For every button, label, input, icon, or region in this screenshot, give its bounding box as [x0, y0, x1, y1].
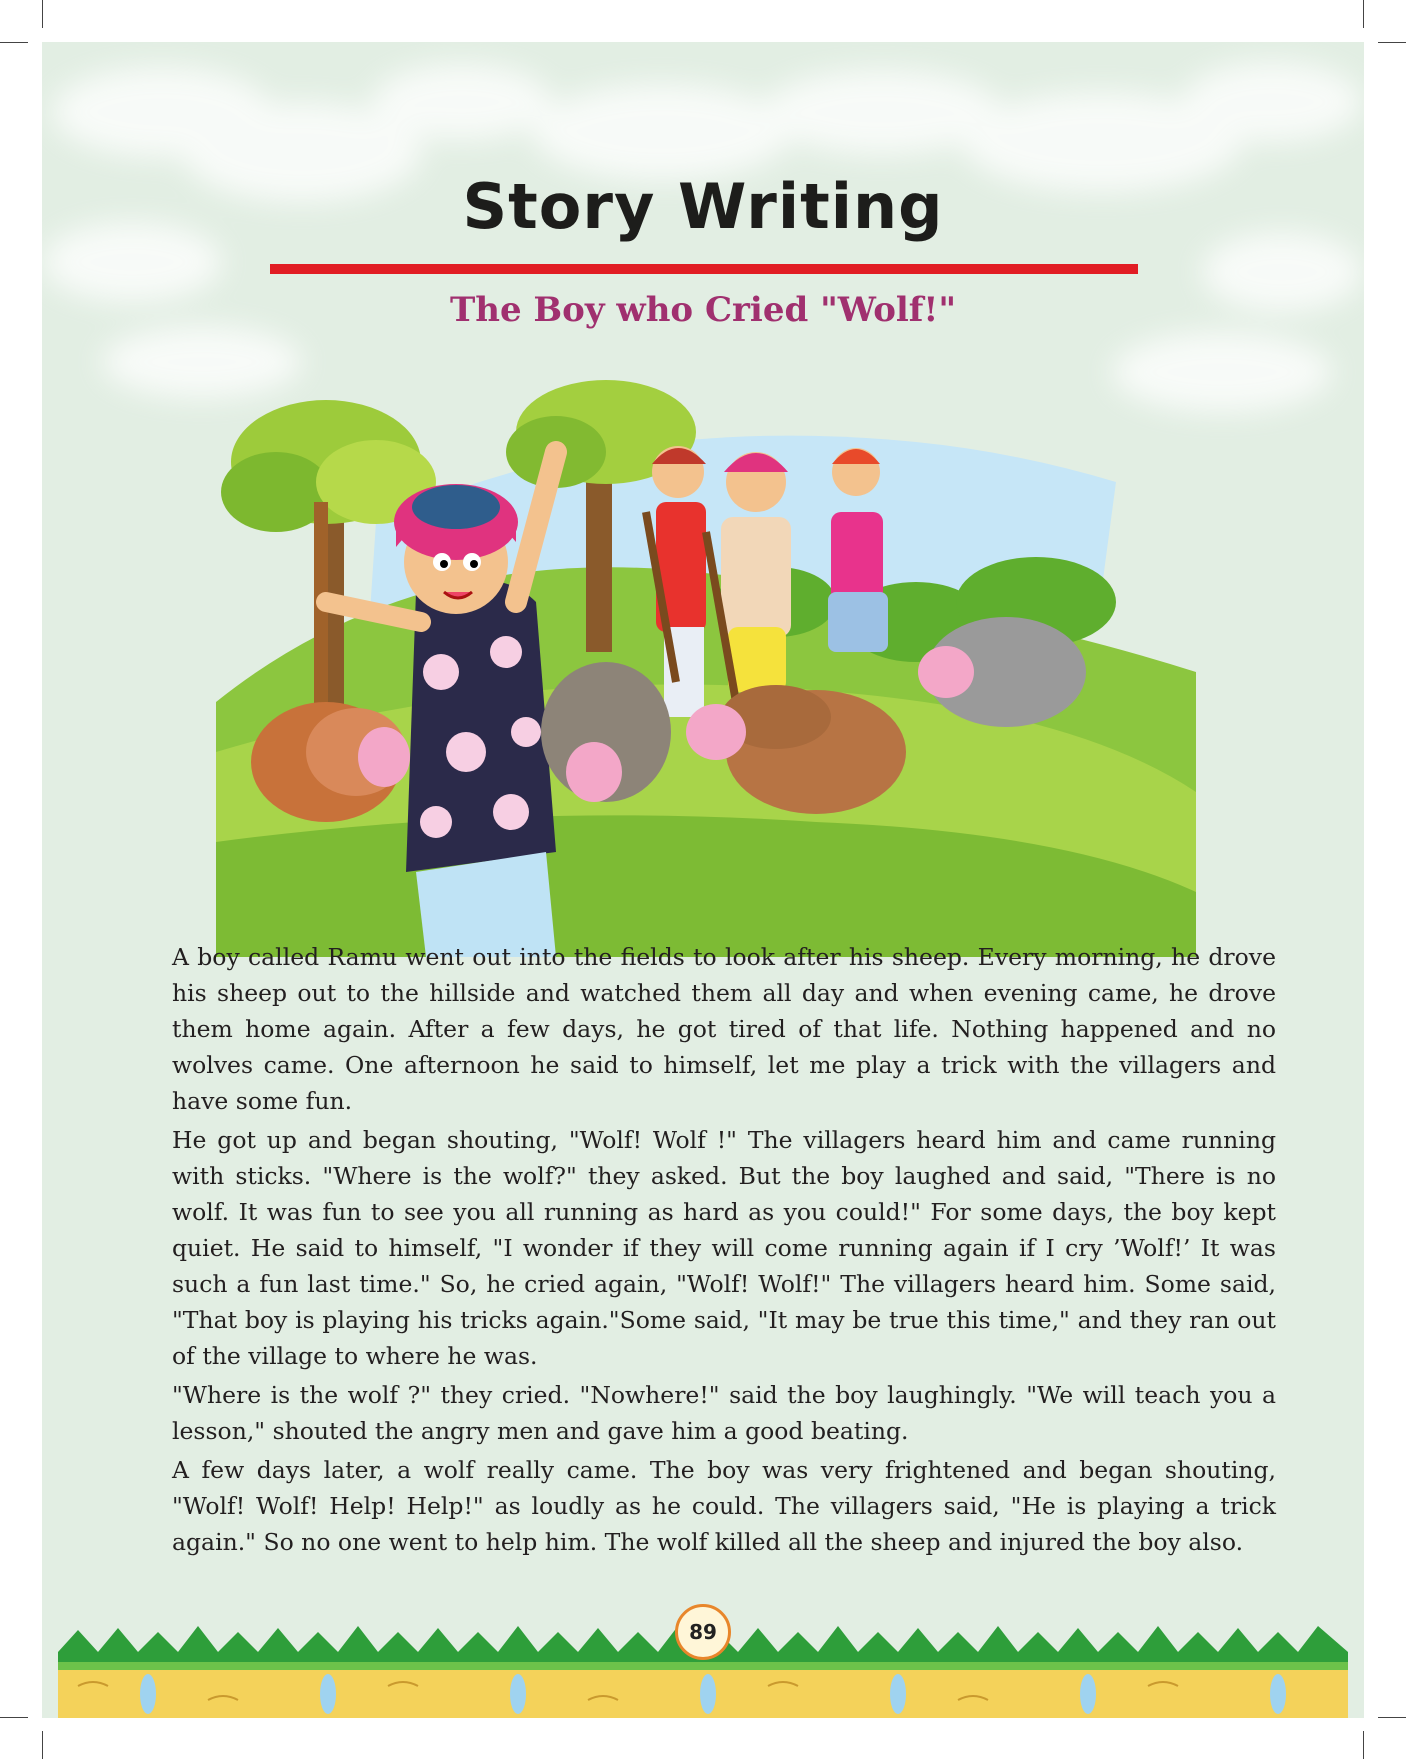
- story-paragraph: "Where is the wolf ?" they cried. "Nowhere!" said the boy laughingly. "We will teach you a lesson," shouted the angry men and gave him a good beating.: [172, 1381, 1276, 1445]
- crop-mark: [0, 1717, 28, 1718]
- crop-mark: [1363, 1731, 1364, 1759]
- crop-mark: [42, 0, 43, 28]
- story-paragraph: A few days later, a wolf really came. The boy was very frightened and began shouting, "Wolf! Wolf! Help! Help!" as loudly as he could. The villagers said, "He is playing a trick again." So no one went to help him. The wolf killed all the sheep and injured the boy also.: [172, 1456, 1276, 1556]
- crop-mark: [0, 42, 28, 43]
- story-illustration: [216, 372, 1196, 957]
- story-title: The Boy who Cried "Wolf!": [449, 290, 957, 330]
- title-underline: [270, 264, 1138, 274]
- crop-mark: [1378, 42, 1406, 43]
- crop-mark: [42, 1731, 43, 1759]
- story-paragraph: A boy called Ramu went out into the fields to look after his sheep. Every morning, he drove his sheep out to the hillside and watched them all day and when evening came, he drove them home again. After a few days, he got tired of that life. Nothing happened and no wolves came. One afternoon he said to himself, let me play a trick with the villagers and have some fun.: [172, 943, 1276, 1115]
- page-number: 89: [675, 1604, 731, 1660]
- story-paragraph: He got up and began shouting, "Wolf! Wolf !" The villagers heard him and came running with sticks. "Where is the wolf?" they asked. But the boy laughed and said, "There is no wolf. It was fun to see you all running as hard as you could!" For some days, the boy kept quiet. He said to himself, "I wonder if they will come running again if I cry ’Wolf!’ It was such a fun last time." So, he cried again, "Wolf! Wolf!" The villagers heard him. Some said, "That boy is playing his tricks again."Some said, "It may be true this time," and they ran out of the village to where he was.: [172, 1126, 1276, 1370]
- book-page: [42, 42, 1364, 1718]
- story-text: [172, 939, 1276, 1563]
- villager-right: [828, 448, 888, 652]
- page-title: Story Writing: [462, 170, 944, 243]
- crop-mark: [1363, 0, 1364, 28]
- crop-mark: [1378, 1717, 1406, 1718]
